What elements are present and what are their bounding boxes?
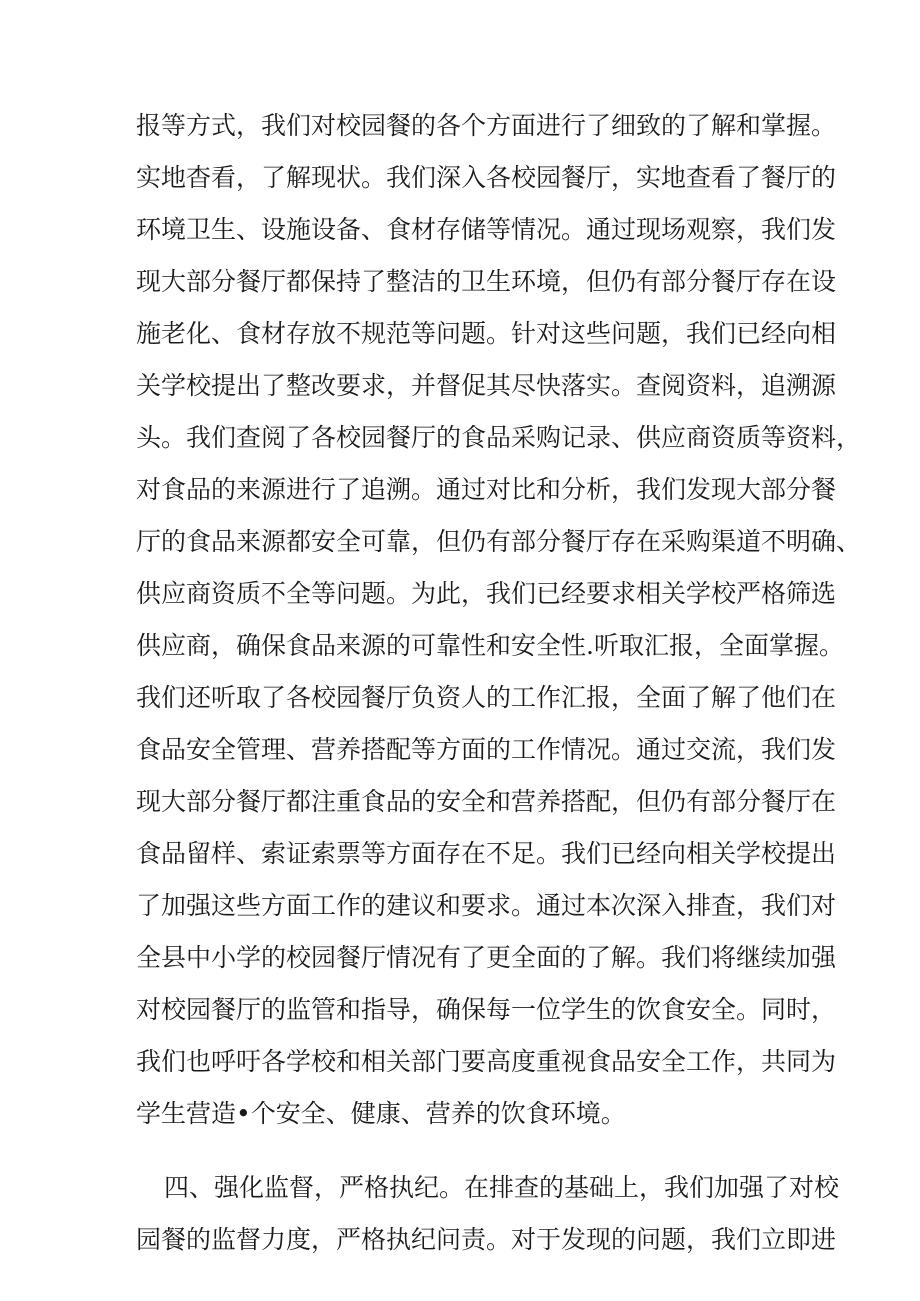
paragraph-1-line: 现大部分餐厅都注重食品的安全和营养搭配，但仍有部分餐厅在 [136,787,837,816]
paragraph-1-line: 我们也呼吁各学校和相关部门要高度重视食品安全工作，共同为 [136,1047,837,1076]
paragraph-1-line: 我们还听取了各校园餐厅负资人的工作汇报，全面了解了他们在 [136,683,837,712]
paragraph-1-line: 对食品的来源进行了追溯。通过对比和分析，我们发现大部分餐 [136,475,837,504]
paragraph-1-line: 厅的食品来源都安全可靠，但仍有部分餐厅存在采购渠道不明确、 [136,527,862,556]
paragraph-1-line: 对校园餐厅的监管和指导，确保每一位学生的饮食安全。同时， [136,995,837,1024]
paragraph-1-line: 施老化、食材存放不规范等问题。针对这些问题，我们已经向相 [136,319,837,348]
paragraph-1-line: 现大部分餐厅都保持了整洁的卫生环境，但仍有部分餐厅存在设 [136,267,837,296]
paragraph-1-line: 全县中小学的校园餐厅情况有了更全面的了解。我们将继续加强 [136,943,837,972]
paragraph-2-line: 园餐的监督力度，严格执纪问责。对于发现的问题，我们立即进 [136,1225,837,1254]
paragraph-1-line: 供应商，确保食品来源的可靠性和安全性.听取汇报，全面掌握。 [136,631,844,660]
paragraph-1-line: 报等方式，我们对校园餐的各个方面进行了细致的了解和掌握。 [136,111,837,140]
paragraph-1-line: 环境卫生、设施设备、食材存储等情况。通过现场观察，我们发 [136,215,837,244]
paragraph-1-last-line: 学生营造•个安全、健康、营养的饮食环境。 [136,1099,626,1128]
paragraph-1-line: 头。我们查阅了各校园餐厅的食品采购记录、供应商资质等资料， [136,423,862,452]
paragraph-1-line: 供应商资质不全等问题。为此，我们已经要求相关学校严格筛选 [136,579,837,608]
paragraph-1-line: 了加强这些方面工作的建议和要求。通过本次深入排査，我们对 [136,891,837,920]
paragraph-1-line: 食品留样、索证索票等方面存在不足。我们已经向相关学校提出 [136,839,837,868]
paragraph-2-first-line: 四、强化监督，严格执纪。在排查的基础上，我们加强了对校 [164,1173,840,1202]
paragraph-1-line: 关学校提出了整改要求，并督促其尽快落实。查阅资料，追溯源 [136,371,837,400]
paragraph-1-line: 实地杳看，了解现状。我们深入各校园餐厅，实地查看了餐厅的 [136,163,837,192]
paragraph-1-line: 食品安全管理、营养搭配等方面的工作情况。通过交流，我们发 [136,735,837,764]
